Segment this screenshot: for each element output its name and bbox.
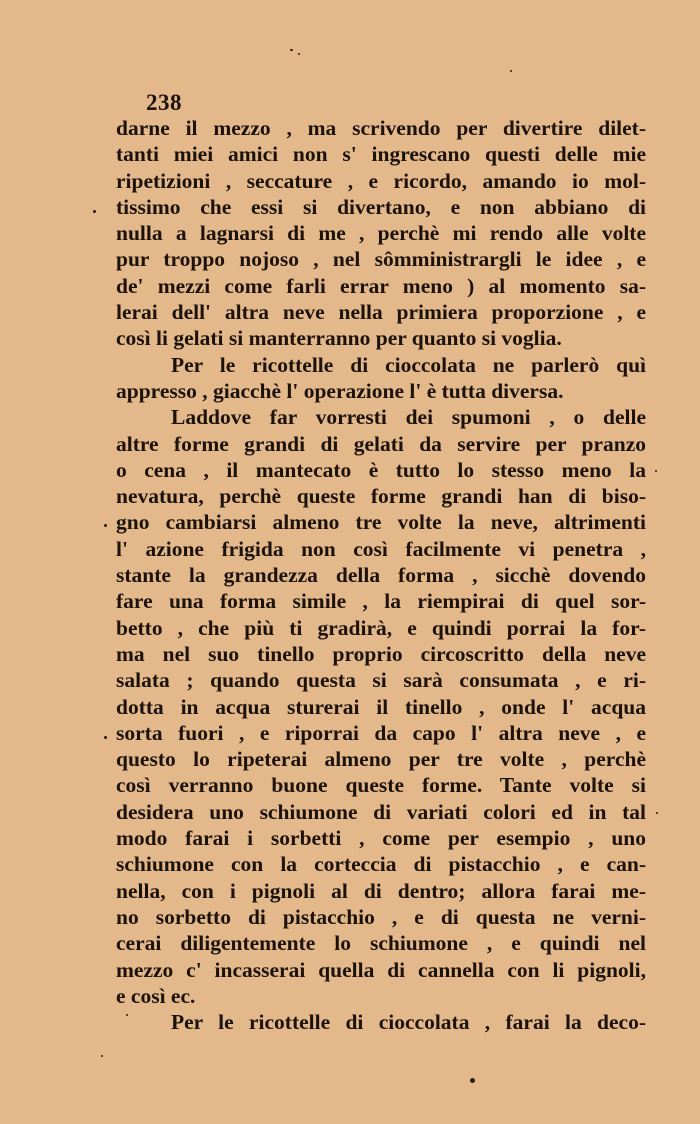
text-line: o cena , il mantecato è tutto lo stesso meno la	[116, 457, 646, 482]
text-line: Per le ricottelle di cioccolata , farai la deco-	[171, 1010, 646, 1035]
text-line: fare una forma simile , la riempirai di quel sor-	[116, 589, 646, 614]
text-line: l' azione frigida non così facilmente vi penetra ,	[116, 536, 646, 561]
paper-speck	[655, 470, 657, 472]
text-line: stante la grandezza della forma , sicchè dovendo	[116, 563, 646, 588]
text-line: sorta fuori , e riporrai da capo l' altra neve , e	[116, 720, 646, 745]
text-line: così li gelati si manterranno per quanto si voglia.	[116, 326, 562, 351]
text-line: ripetizioni , seccature , e ricordo, amando io mol-	[116, 168, 646, 193]
text-line: questo lo ripeterai almeno per tre volte , perchè	[116, 747, 646, 772]
text-line: dotta in acqua sturerai il tinello , onde l' acqua	[116, 694, 646, 719]
text-line: desidera uno schiumone di variati colori ed in tal	[116, 799, 646, 824]
text-line: pur troppo nojoso , nel sômministrargli le idee , e	[116, 247, 646, 272]
text-line: mezzo c' incasserai quella di cannella con li pignoli,	[116, 957, 646, 982]
text-line: Per le ricottelle di cioccolata ne parlerò quì	[171, 352, 646, 377]
text-line: betto , che più ti gradirà, e quindi porrai la for-	[116, 615, 646, 640]
text-line: nulla a lagnarsi di me , perchè mi rendo alle volte	[116, 221, 646, 246]
text-line: darne il mezzo , ma scrivendo per divertire dilet-	[116, 116, 646, 140]
paper-speck	[656, 812, 658, 814]
text-line: ma nel suo tinello proprio circoscritto della neve	[116, 641, 646, 666]
paper-speck	[298, 53, 300, 55]
paper-speck	[126, 1014, 128, 1016]
text-line: altre forme grandi di gelati da servire per pranzo	[116, 431, 646, 456]
text-line: cerai diligentemente lo schiumone , e quindi nel	[116, 931, 646, 956]
text-line: schiumone con la corteccia di pistacchio , e can-	[116, 852, 646, 877]
text-line: modo farai i sorbetti , come per esempio , uno	[116, 826, 646, 851]
paper-speck	[470, 1078, 475, 1083]
paper-speck	[104, 524, 107, 527]
text-line: nella, con i pignoli al di dentro; allora farai me-	[116, 878, 646, 903]
text-line: tissimo che essi si divertano, e non abbiano di	[116, 194, 646, 219]
text-line: no sorbetto di pistacchio , e di questa ne verni-	[116, 904, 646, 929]
text-line: appresso , giacchè l' operazione l' è tutta diversa.	[116, 378, 564, 403]
page-number: 238	[146, 90, 182, 115]
text-line: de' mezzi come farli errar meno ) al momento sa-	[116, 273, 646, 298]
text-line: Laddove far vorresti dei spumoni , o delle	[171, 405, 646, 430]
text-line: lerai dell' altra neve nella primiera proporzione , e	[116, 300, 646, 325]
text-line: salata ; quando questa si sarà consumata , e ri-	[116, 668, 646, 693]
text-line: così verranno buone queste forme. Tante volte si	[116, 773, 646, 798]
text-line: gno cambiarsi almeno tre volte la neve, altrimenti	[116, 510, 646, 535]
paper-speck	[104, 736, 107, 739]
paper-speck	[101, 1055, 103, 1057]
text-line: e così ec.	[116, 983, 196, 1008]
paper-speck	[290, 49, 293, 51]
paper-speck	[93, 210, 96, 213]
text-line: nevatura, perchè queste forme grandi han di biso-	[116, 484, 646, 509]
body-text	[116, 115, 646, 1035]
paper-speck	[510, 70, 512, 72]
text-line: tanti miei amici non s' ingrescano questi delle mie	[116, 142, 646, 167]
